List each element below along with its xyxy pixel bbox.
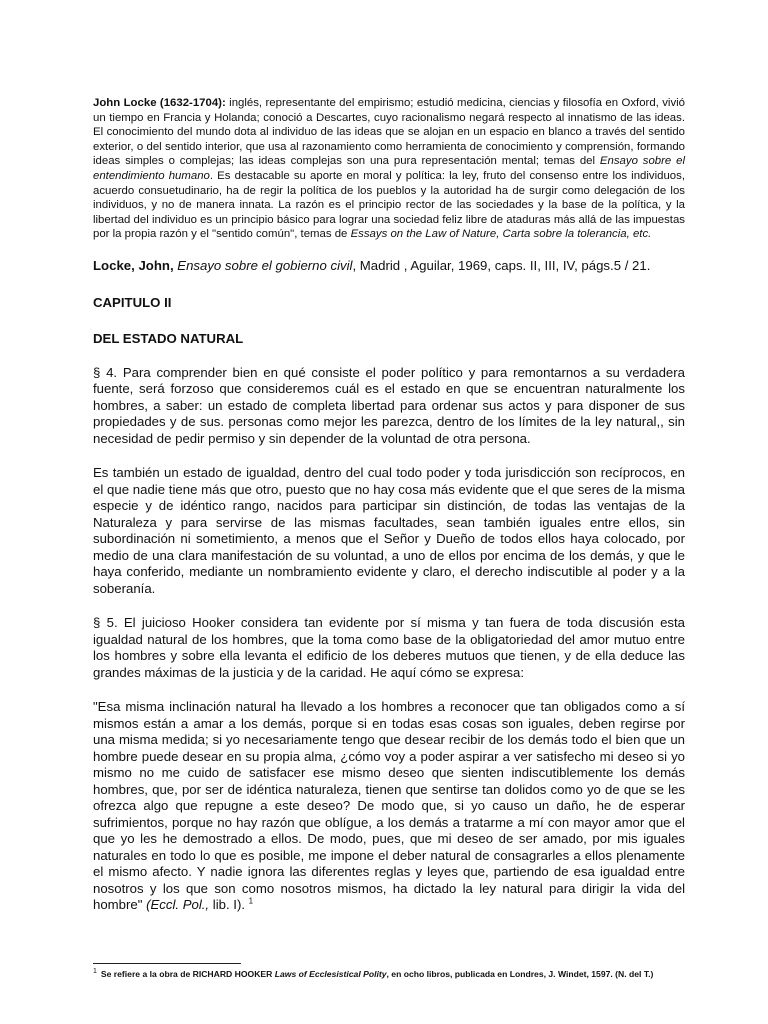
author-name: John Locke (1632-1704):	[93, 97, 226, 109]
footnote	[93, 968, 693, 980]
quote-text: "Esa misma inclinación natural ha llevado a los hombres a reconocer que tan obligados como a sí mismos están a amar a los demás, porque si en todas esas cosas son iguales, deben regirse por una misma medida; si yo necesariamente tengo que desear recibir de los demás todo el bien que un hombre puede desear en su propia alma, ¿cómo voy a poder aspirar a ver satisfecho mi deseo si yo mismo no me cuido de satisfacer ese mismo deseo que sienten indiscutiblemente los demás hombres, que, por ser de idéntica naturaleza, tienen que sentirse tan dolidos como yo de que se les ofrezca algo que repugne a este deseo? De modo que, si yo causo un daño, he de esperar sufrimientos, porque no hay razón que oblígue, a los demás a tratarme a mí con mayor amor que el que yo les he demostrado a ellos. De modo, pues, que mi deseo de ser amado, por mis iguales naturales en todo lo que es posible, me impone el deber natural de consagrarles a ellos plenamente el mismo afecto. Y nadie ignora las diferentes reglas y leyes que, partiendo de esa igualdad entre nosotros y los que son como nosotros mismos, ha dictado la ley natural para dirigir la vida del hombre"	[93, 699, 685, 913]
paragraph-4: § 4. Para comprender bien en qué consiste el poder político y para remontarnos a su verdadera fuente, será forzoso que consideremos cuál es el estado en que se encuentran naturalmente los hombres, a saber: un estado de completa libertad para ordenar sus actos y para disponer de sus propiedades y de sus. personas como mejor les parezca, dentro de los límites de la ley natural,, sin necesidad de pedir permiso y sin depender de la voluntad de otra persona.	[93, 364, 685, 446]
intro-text-2: . Es destacable su aporte en moral y política: la ley, fruto del consenso entre los individuos, acuerdo consuetudinario, ha de regir la política de los pueblos y la autoridad ha de surgir como delegación de los individuos, y no de manera innata. La razón es el principio rector de las sociedades y la base de la política, y la libertad del individuo es un principio básico para lograr una sociedad feliz libre de ataduras más allá de las impuestas por la propia razón y el "sentido común", temas de	[93, 169, 685, 241]
section-heading: DEL ESTADO NATURAL	[93, 330, 244, 346]
footnote-mark: 1	[93, 968, 97, 976]
footnote-text-before: Se refiere a la obra de RICHARD HOOKER	[100, 969, 275, 979]
document-body	[93, 96, 685, 914]
citation-details: , Madrid , Aguilar, 1969, caps. II, III, IV, págs.5 / 21.	[352, 257, 651, 273]
citation-author: Locke, John,	[93, 257, 174, 273]
intro-text-1: inglés, representante del empirismo; estudió medicina, ciencias y filosofía en Oxford, vivió un tiempo en Francia y Holanda; conoció a Descartes, cuyo racionalismo negará respecto al innatismo de las ideas. El conocimiento del mundo dota al individuo de las ideas que se alojan en un espacio en blanco a través del sentido exterior, o del sentido interior, que usa al razonamiento como herramienta de conocimiento y comprensión, formando ideas simples o complejas; las ideas complejas son una pura representación mental; temas del	[93, 97, 686, 168]
paragraph-equality: Es también un estado de igualdad, dentro del cual todo poder y toda jurisdicción son recíprocos, en el que nadie tiene más que otro, puesto que no hay cosa más evidente que el que seres de la misma especie y de idéntico rango, nacidos para participar sin distinción, de todas las ventajas de la Naturaleza y para servirse de las mismas facultades, sean también iguales entre ellos, sin subordinación ni sometimiento, a menos que el Señor y Dueño de todos ellos haya colocado, por medio de una clara manifestación de su voluntad, a uno de ellos por encima de los demás, y que le haya conferido, mediante un nombramiento evidente y claro, el derecho indiscutible al poder y a la soberanía.	[93, 465, 685, 596]
footnote-work: Laws of Ecclesistical Polity	[274, 969, 387, 979]
quote-source-rest: lib. I).	[209, 897, 245, 913]
intro-work-1: Ensayo sobre el entendimiento humano	[93, 155, 685, 182]
quote-source: (Eccl. Pol.,	[146, 897, 210, 913]
hooker-quote	[93, 699, 685, 914]
author-intro	[93, 96, 685, 242]
citation-title: Ensayo sobre el gobierno civil	[177, 257, 353, 273]
bibliographic-citation	[93, 258, 685, 275]
intro-work-2: Essays on the Law of Nature, Carta sobre la tolerancia, etc.	[350, 228, 652, 241]
paragraph-5: § 5. El juicioso Hooker considera tan evidente por sí misma y tan fuera de toda discusión esta igualdad natural de los hombres, que la toma como base de la obligatoriedad del amor mutuo entre los hombres y sobre ella levanta el edificio de los deberes mutuos que tienen, y de ella deduce las grandes máximas de la justicia y de la caridad. He aquí cómo se expresa:	[93, 615, 685, 680]
chapter-heading: CAPITULO II	[93, 294, 172, 310]
footnote-reference: 1	[248, 896, 254, 906]
footnote-divider	[93, 963, 241, 964]
footnote-body	[101, 969, 653, 979]
footnote-text-after: , en ocho libros, publicada en Londres, J. Windet, 1597. (N. del T.)	[386, 969, 654, 979]
